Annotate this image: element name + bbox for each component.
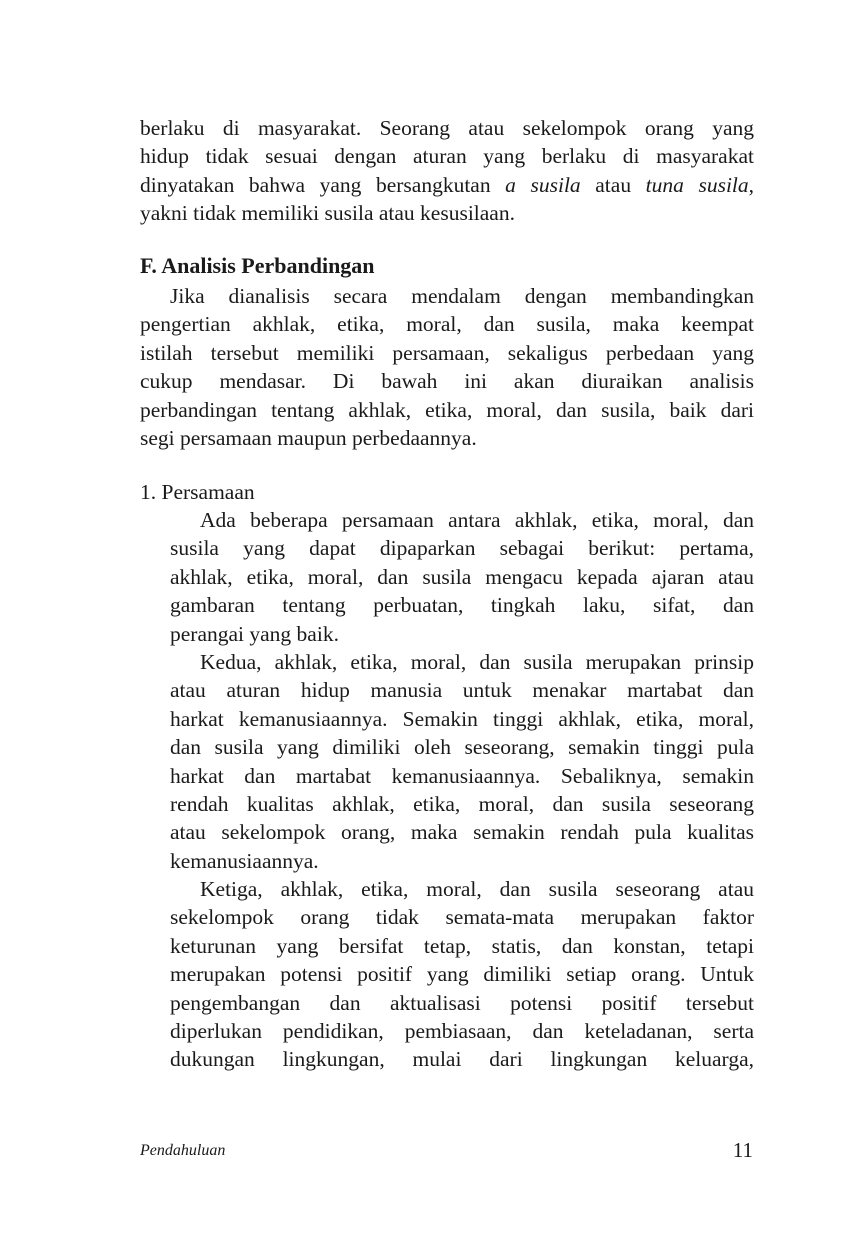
text-line: gambaran tentang perbuatan, tingkah laku, sifat, dan	[170, 593, 754, 618]
text-line: rendah kualitas akhlak, etika, moral, dan susila seseorang	[170, 791, 754, 816]
text-line: pengembangan dan aktualisasi potensi positif tersebut	[170, 990, 754, 1015]
text-line: harkat kemanusiaannya. Semakin tinggi akhlak, etika, moral,	[170, 706, 754, 731]
text-line: berlaku di masyarakat. Seorang atau sekelompok orang yang	[140, 116, 754, 140]
text-line: Ada beberapa persamaan antara akhlak, etika, moral, dan	[200, 508, 754, 532]
text-line: perbandingan tentang akhlak, etika, moral, dan susila, baik dari	[140, 397, 754, 422]
text-line: istilah tersebut memiliki persamaan, sekaligus perbedaan yang	[140, 340, 754, 365]
italic-term: a susila	[505, 172, 581, 197]
text-line	[140, 171, 754, 199]
text-line: cukup mendasar. Di bawah ini akan diuraikan analisis	[140, 369, 754, 394]
list-body	[170, 506, 754, 1074]
text-line: kemanusiaannya.	[170, 848, 319, 873]
text-line: perangai yang baik.	[170, 621, 339, 646]
section-heading: F. Analisis Perbandingan	[140, 253, 375, 278]
text-line: keturunan yang bersifat tetap, statis, dan konstan, tetapi	[170, 933, 754, 958]
text-line: atau sekelompok orang, maka semakin rendah pula kualitas	[170, 820, 754, 845]
text-line: segi persamaan maupun perbedaannya.	[140, 425, 477, 450]
text-line: hidup tidak sesuai dengan aturan yang berlaku di masyarakat	[140, 144, 754, 169]
intro-paragraph	[140, 114, 754, 228]
list-paragraph	[170, 648, 754, 875]
text-line: merupakan potensi positif yang dimiliki setiap orang. Untuk	[170, 962, 754, 987]
list-paragraph	[170, 506, 754, 648]
list-paragraph	[170, 875, 754, 1074]
text-line: dan susila yang dimiliki oleh seseorang, semakin tinggi pula	[170, 735, 754, 760]
page-number: 11	[732, 1138, 753, 1162]
text-line: sekelompok orang tidak semata-mata merupakan faktor	[170, 905, 754, 930]
text-line: dukungan lingkungan, mulai dari lingkungan keluarga,	[170, 1047, 754, 1072]
text-line: diperlukan pendidikan, pembiasaan, dan keteladanan, serta	[170, 1019, 754, 1044]
text-segment: dinyatakan bahwa yang bersangkutan	[140, 172, 506, 197]
running-footer-title: Pendahuluan	[140, 1142, 226, 1159]
text-line: akhlak, etika, moral, dan susila mengacu kepada ajaran atau	[170, 564, 754, 589]
text-line: Ketiga, akhlak, etika, moral, dan susila seseorang atau	[200, 877, 754, 902]
text-line: susila yang dapat dipaparkan sebagai berikut: pertama,	[170, 536, 754, 561]
text-line: Kedua, akhlak, etika, moral, dan susila merupakan prinsip	[200, 649, 754, 674]
italic-term: tuna susila	[645, 172, 749, 197]
text-line: harkat dan martabat kemanusiaannya. Sebaliknya, semakin	[170, 763, 754, 788]
list-title: 1. Persamaan	[140, 480, 255, 504]
analysis-paragraph	[140, 282, 754, 452]
text-segment: atau	[580, 172, 646, 197]
text-line: atau aturan hidup manusia untuk menakar martabat dan	[170, 678, 754, 703]
text-segment: ,	[748, 172, 755, 197]
text-line: pengertian akhlak, etika, moral, dan susila, maka keempat	[140, 312, 754, 337]
text-line: yakni tidak memiliki susila atau kesusilaan.	[140, 201, 515, 226]
text-line: Jika dianalisis secara mendalam dengan membandingkan	[170, 284, 754, 308]
